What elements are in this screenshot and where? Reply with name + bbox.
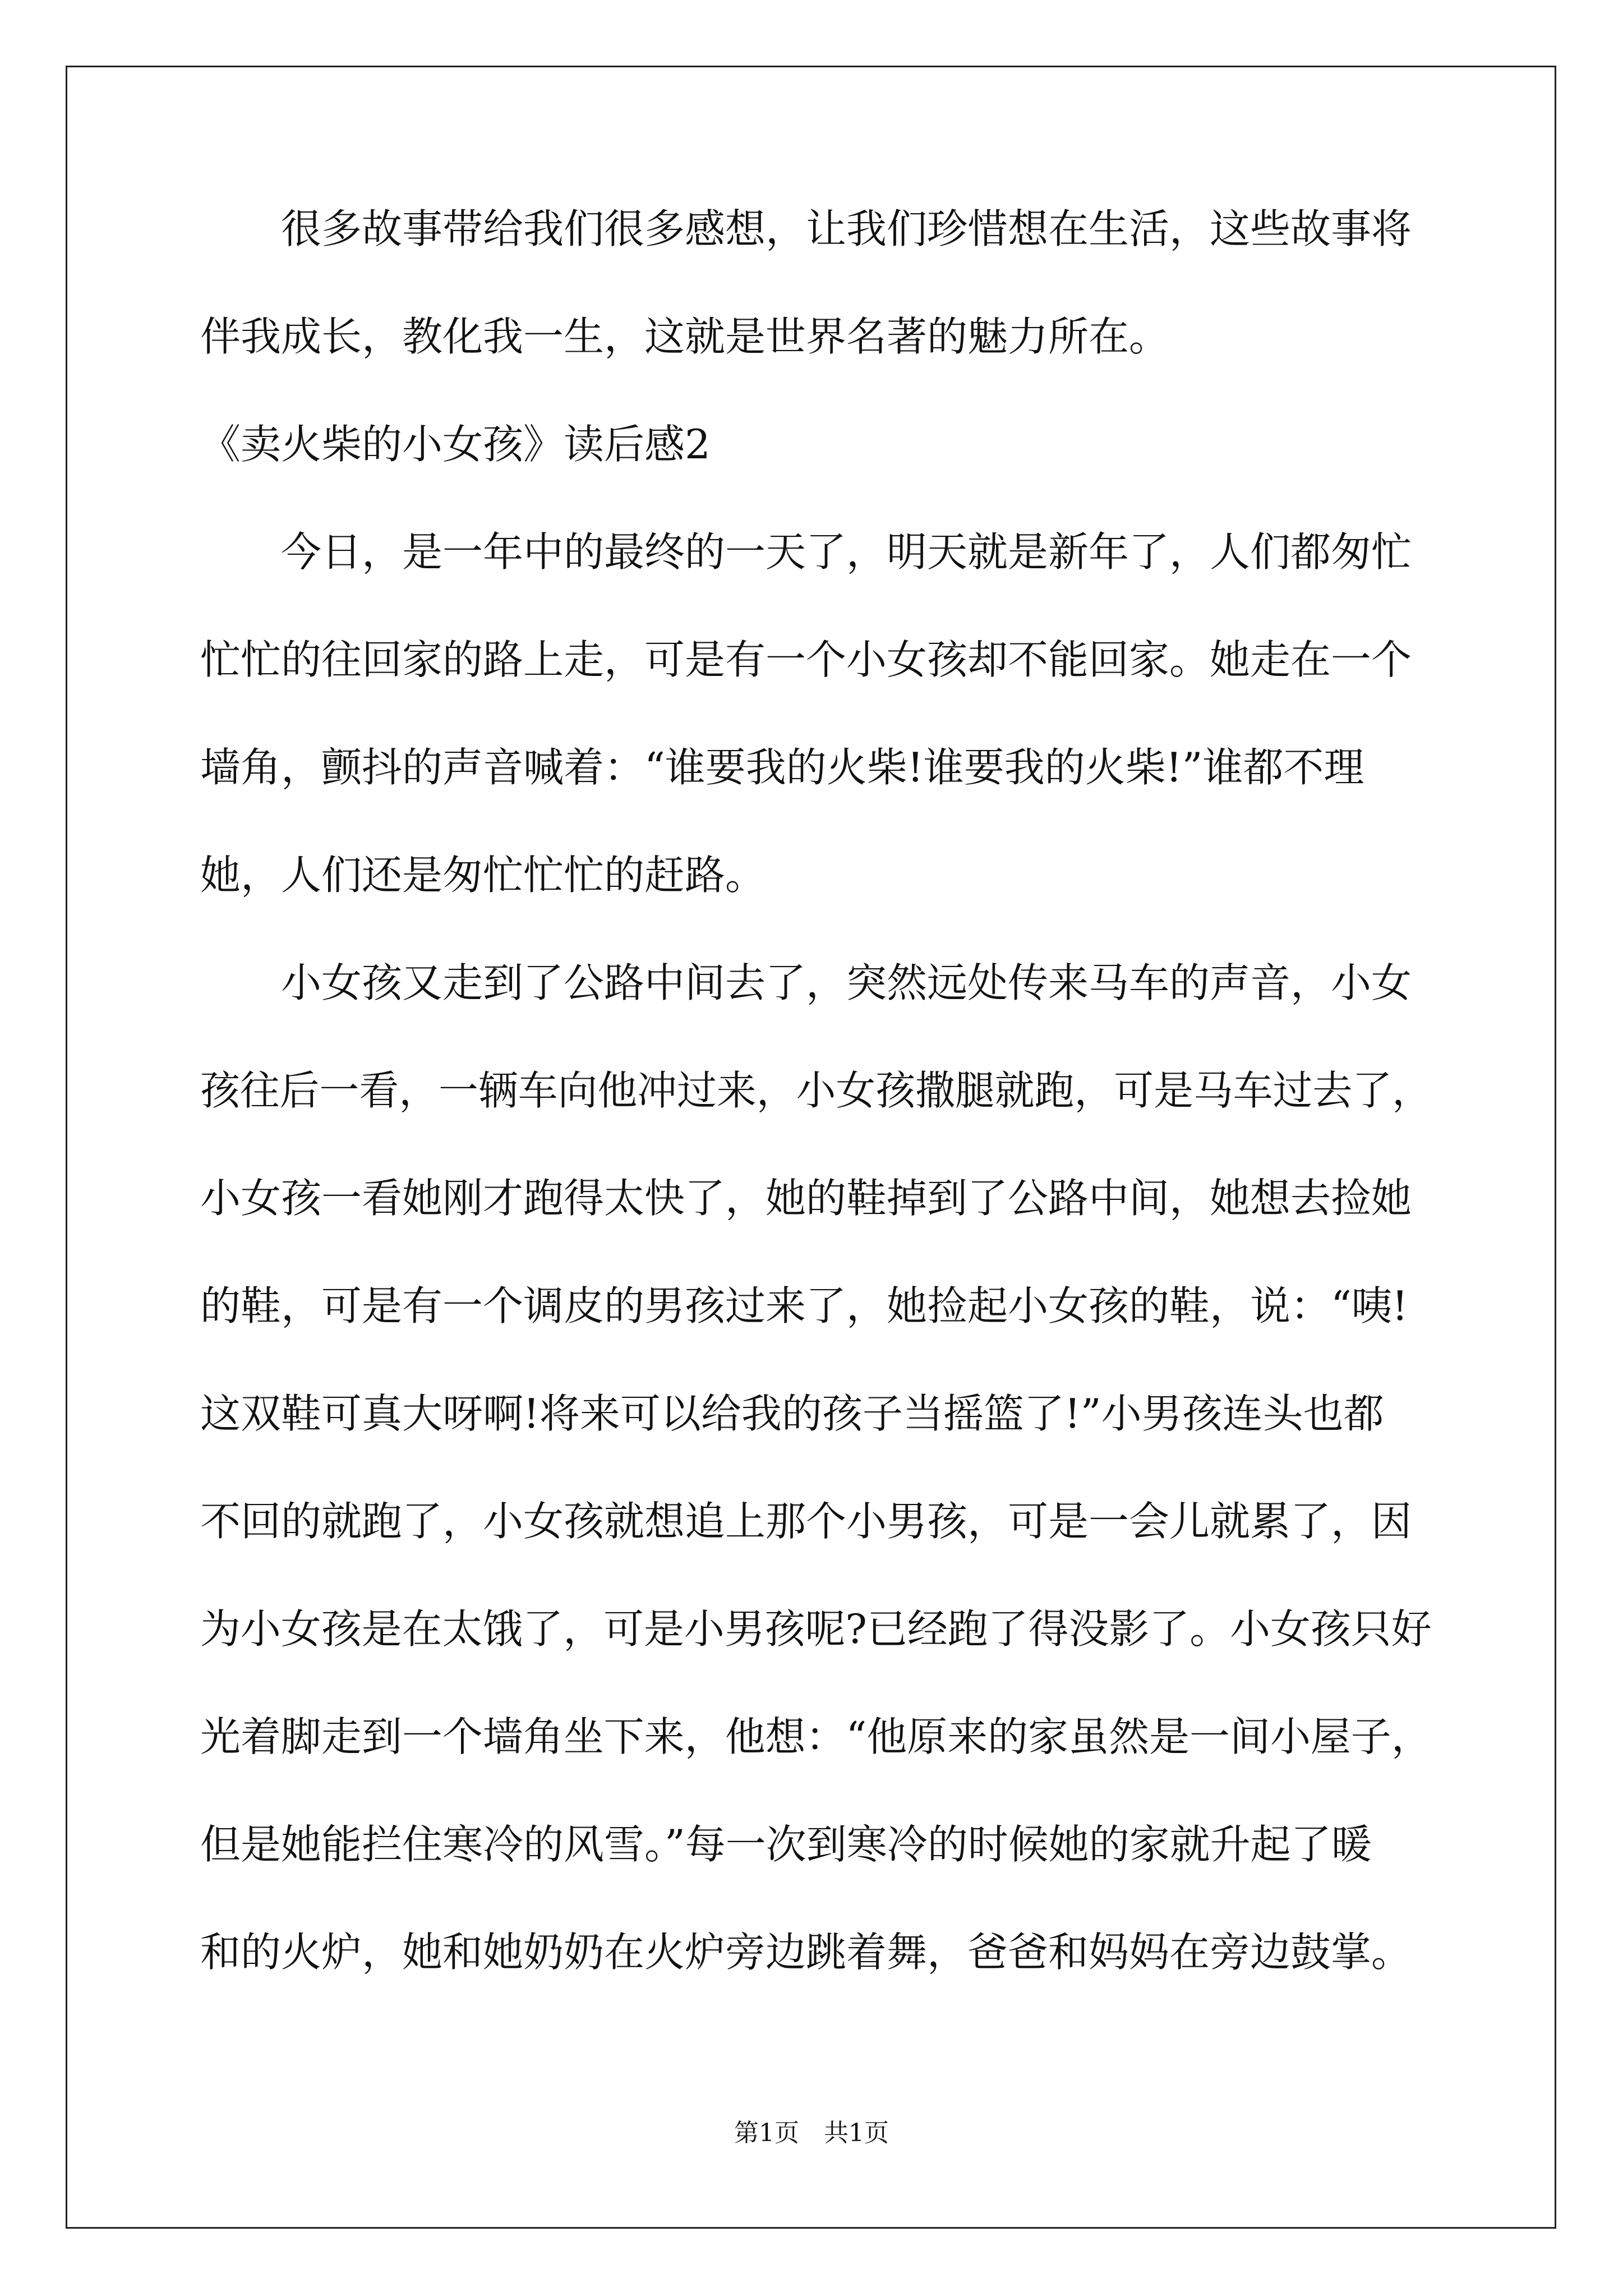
text-line: 孩往后一看，一辆车向他冲过来，小女孩撒腿就跑，可是马车过去了， <box>200 1067 1432 1114</box>
text-line: 小女孩又走到了公路中间去了，突然远处传来马车的声音，小女 <box>200 959 1412 1006</box>
text-line: 伴我成长，教化我一生，这就是世界名著的魅力所在。 <box>200 313 1170 360</box>
text-line: 为小女孩是在太饿了，可是小男孩呢?已经跑了得没影了。小女孩只好 <box>200 1605 1432 1653</box>
text-line: 光着脚走到一个墙角坐下来，他想：“他原来的家虽然是一间小屋子， <box>200 1713 1432 1760</box>
page-border <box>66 66 1556 2229</box>
text-line: 忙忙的往回家的路上走，可是有一个小女孩却不能回家。她走在一个 <box>200 636 1412 683</box>
text-line: 的鞋，可是有一个调皮的男孩过来了，她捡起小女孩的鞋，说：“咦! <box>200 1282 1408 1329</box>
section-heading: 《卖火柴的小女孩》读后感2 <box>200 421 711 468</box>
text-line: 和的火炉，她和她奶奶在火炉旁边跳着舞，爸爸和妈妈在旁边鼓掌。 <box>200 1929 1412 1976</box>
text-line: 小女孩一看她刚才跑得太快了，她的鞋掉到了公路中间，她想去捡她 <box>200 1175 1412 1222</box>
text-line: 墙角，颤抖的声音喊着：“谁要我的火柴!谁要我的火柴!”谁都不理 <box>200 744 1364 791</box>
text-line: 但是她能拦住寒冷的风雪。”每一次到寒冷的时候她的家就升起了暖 <box>200 1821 1372 1868</box>
text-line: 这双鞋可真大呀啊!将来可以给我的孩子当摇篮了!”小男孩连头也都 <box>200 1390 1384 1437</box>
text-line: 她，人们还是匆忙忙忙的赶路。 <box>200 852 766 899</box>
text-line: 今日，是一年中的最终的一天了，明天就是新年了，人们都匆忙 <box>200 528 1412 576</box>
text-line: 不回的就跑了，小女孩就想追上那个小男孩，可是一会儿就累了，因 <box>200 1498 1412 1545</box>
page-number-footer: 第1页 共1页 <box>734 2119 889 2147</box>
text-line: 很多故事带给我们很多感想，让我们珍惜想在生活，这些故事将 <box>200 205 1412 252</box>
